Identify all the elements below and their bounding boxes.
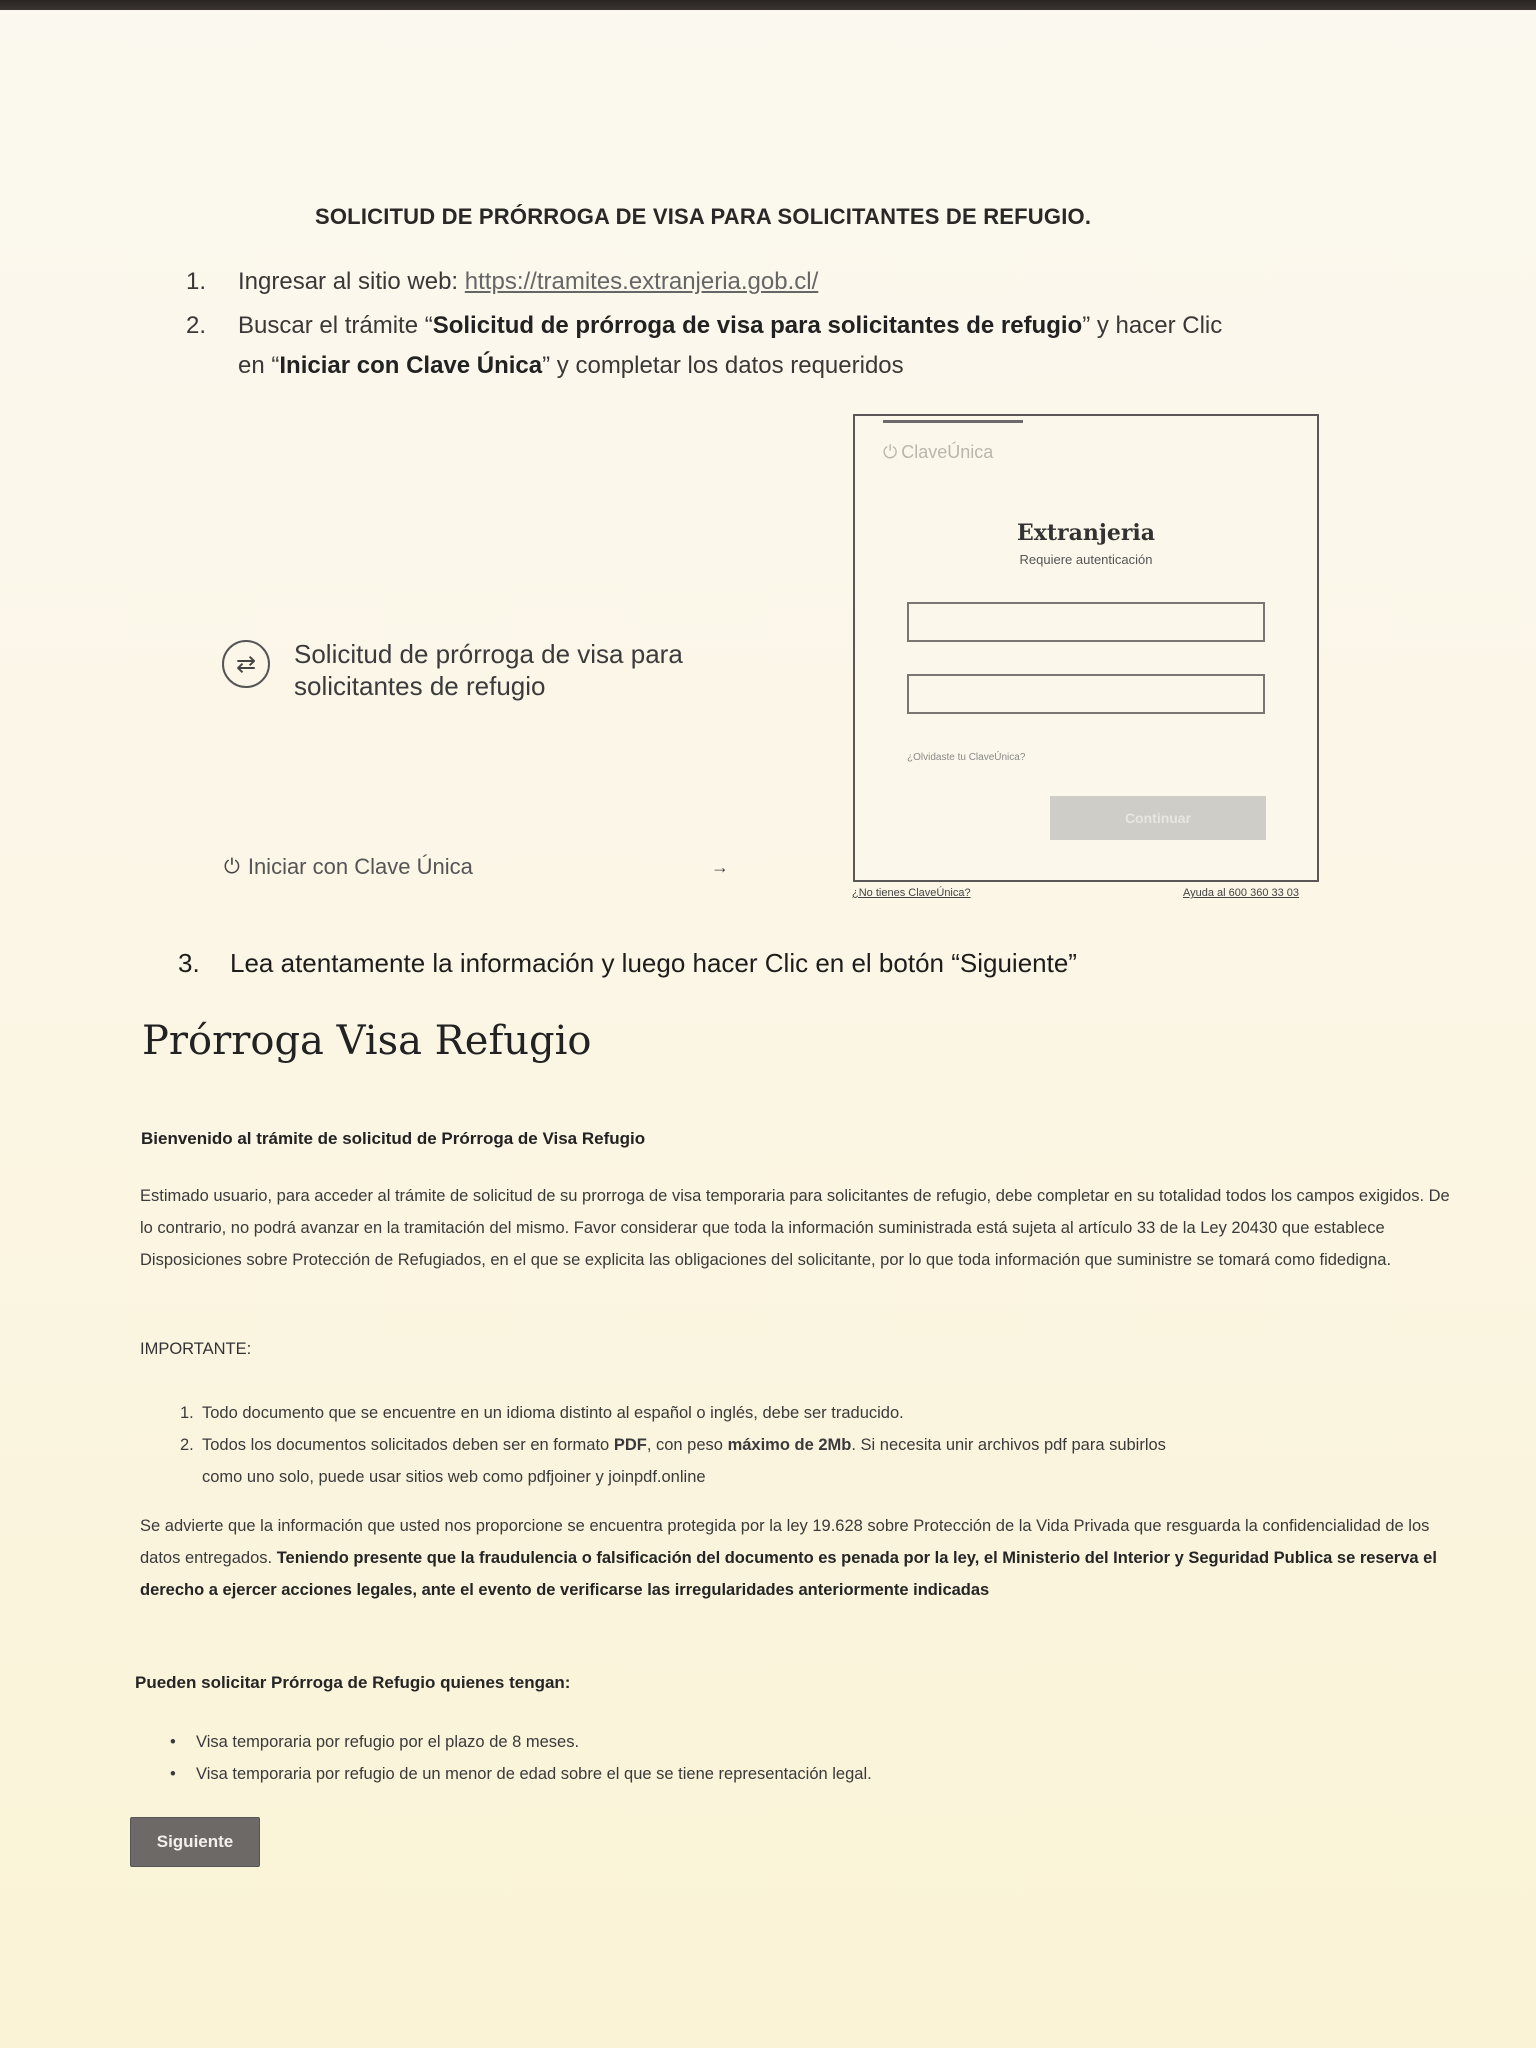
step-text: Ingresar al sitio web: xyxy=(238,268,465,295)
eligibility-list xyxy=(170,1726,872,1790)
run-input[interactable] xyxy=(907,602,1265,642)
step-2-continuation xyxy=(186,346,1222,386)
password-input[interactable] xyxy=(907,674,1265,714)
step-text: ” y completar los datos requeridos xyxy=(542,352,904,379)
item-text: . Si necesita unir archivos pdf para subirlos xyxy=(851,1436,1166,1454)
step-number: 1. xyxy=(186,268,207,295)
brand-name: ClaveÚnica xyxy=(901,442,994,462)
item-bold: máximo de 2Mb xyxy=(727,1436,852,1454)
photo-background-edge xyxy=(0,0,1536,10)
item-number: 1. xyxy=(180,1404,194,1422)
item-text: Visa temporaria por refugio por el plazo de 8 meses. xyxy=(196,1733,580,1751)
power-icon: ⏻ xyxy=(224,855,240,878)
service-card[interactable] xyxy=(222,638,734,702)
list-item xyxy=(180,1429,1440,1493)
step-number: 2. xyxy=(186,312,207,339)
list-item xyxy=(170,1726,872,1758)
list-item xyxy=(170,1758,872,1790)
help-phone xyxy=(1183,887,1299,899)
item-text: Visa temporaria por refugio de un menor de edad sobre el que se tiene representación legal. xyxy=(196,1765,872,1783)
step-3 xyxy=(178,948,1077,979)
step-1 xyxy=(186,268,818,296)
item-text: , con peso xyxy=(646,1436,728,1454)
important-list xyxy=(180,1397,1440,1493)
login-subtitle: Requiere autenticación xyxy=(1019,552,1153,567)
item-number: 2. xyxy=(180,1436,194,1454)
important-label: IMPORTANTE: xyxy=(140,1340,252,1358)
step-2 xyxy=(186,306,1222,386)
document-title: SOLICITUD DE PRÓRROGA DE VISA PARA SOLICITANTES DE REFUGIO. xyxy=(315,204,1092,229)
step-text: Lea atentamente la información y luego hacer Clic en el botón “Siguiente” xyxy=(230,948,1077,978)
refresh-icon: ⇄ xyxy=(222,640,270,688)
step-number: 3. xyxy=(178,948,200,978)
item-bold: PDF xyxy=(613,1436,647,1454)
step-text: Buscar el trámite “ xyxy=(238,312,433,339)
bullet-icon: • xyxy=(170,1765,176,1783)
item-text: Todos los documentos solicitados deben ser en formato xyxy=(202,1436,614,1454)
login-with-clave-unica[interactable] xyxy=(224,854,729,880)
clave-unica-logo xyxy=(883,442,993,463)
forgot-password-link[interactable]: ¿Olvidaste tu ClaveÚnica? xyxy=(907,752,1026,763)
eligibility-label: Pueden solicitar Prórroga de Refugio quienes tengan: xyxy=(135,1673,571,1692)
warning-paragraph xyxy=(140,1510,1460,1606)
login-label: Iniciar con Clave Única xyxy=(247,854,473,879)
step-text: en “ xyxy=(238,352,280,379)
page-heading: Prórroga Visa Refugio xyxy=(142,1018,592,1064)
clave-unica-login-box xyxy=(853,414,1319,882)
help-prefix: Ayuda al xyxy=(1183,887,1229,899)
welcome-text: Bienvenido al trámite de solicitud de Prórroga de Visa Refugio xyxy=(141,1129,646,1148)
help-phone-number[interactable]: 600 360 33 03 xyxy=(1228,887,1300,899)
continue-button[interactable]: Continuar xyxy=(1050,796,1266,840)
next-button[interactable]: Siguiente xyxy=(130,1817,260,1867)
warning-text: Se advierte que la información que usted nos proporcione se encuentra protegida por la ley 19.628 sobre Protección de la Vida Privada que resguarda la confidencialidad de los datos entregados. xyxy=(140,1517,1430,1567)
item-text: Todo documento que se encuentre en un idioma distinto al español o inglés, debe ser traducido. xyxy=(202,1404,904,1422)
login-title: Extranjeria xyxy=(1016,520,1156,546)
arrow-right-icon: → xyxy=(711,856,729,877)
item-text-continuation: como uno solo, puede usar sitios web como pdfjoiner y joinpdf.online xyxy=(202,1468,706,1486)
step-text: ” y hacer Clic xyxy=(1082,312,1223,339)
site-link[interactable]: https://tramites.extranjeria.gob.cl/ xyxy=(464,268,819,295)
service-name: Solicitud de prórroga de visa para solicitantes de refugio xyxy=(432,312,1083,339)
intro-paragraph: Estimado usuario, para acceder al trámite de solicitud de su prorroga de visa temporaria para solicitantes de refugio, debe completar en su totalidad todos los campos exigidos. De lo contrario, no podrá avanzar en la tramitación del mismo. Favor considerar que toda la información suministrada está sujeta al artículo 33 de la Ley 20430 que establece Disposiciones sobre Protección de Refugiados, en el que se explicita las obligaciones del solicitante, por lo que toda información que suministre se tomará como fidedigna. xyxy=(140,1187,1450,1269)
progress-strip xyxy=(883,420,1023,423)
service-title: Solicitud de prórroga de visa para solicitantes de refugio xyxy=(294,639,683,701)
list-item xyxy=(180,1397,1440,1429)
power-icon: ⏻ xyxy=(883,442,898,462)
warning-bold-text: Teniendo presente que la fraudulencia o falsificación del documento es penada por la ley, el Ministerio del Interior y Seguridad Publica se reserva el derecho a ejercer acciones legales, ante el evento de verificarse las irregularidades anteriormente indicadas xyxy=(140,1549,1437,1599)
bullet-icon: • xyxy=(170,1733,176,1751)
no-account-link[interactable]: ¿No tienes ClaveÚnica? xyxy=(852,887,971,899)
login-option-name: Iniciar con Clave Única xyxy=(279,352,543,379)
